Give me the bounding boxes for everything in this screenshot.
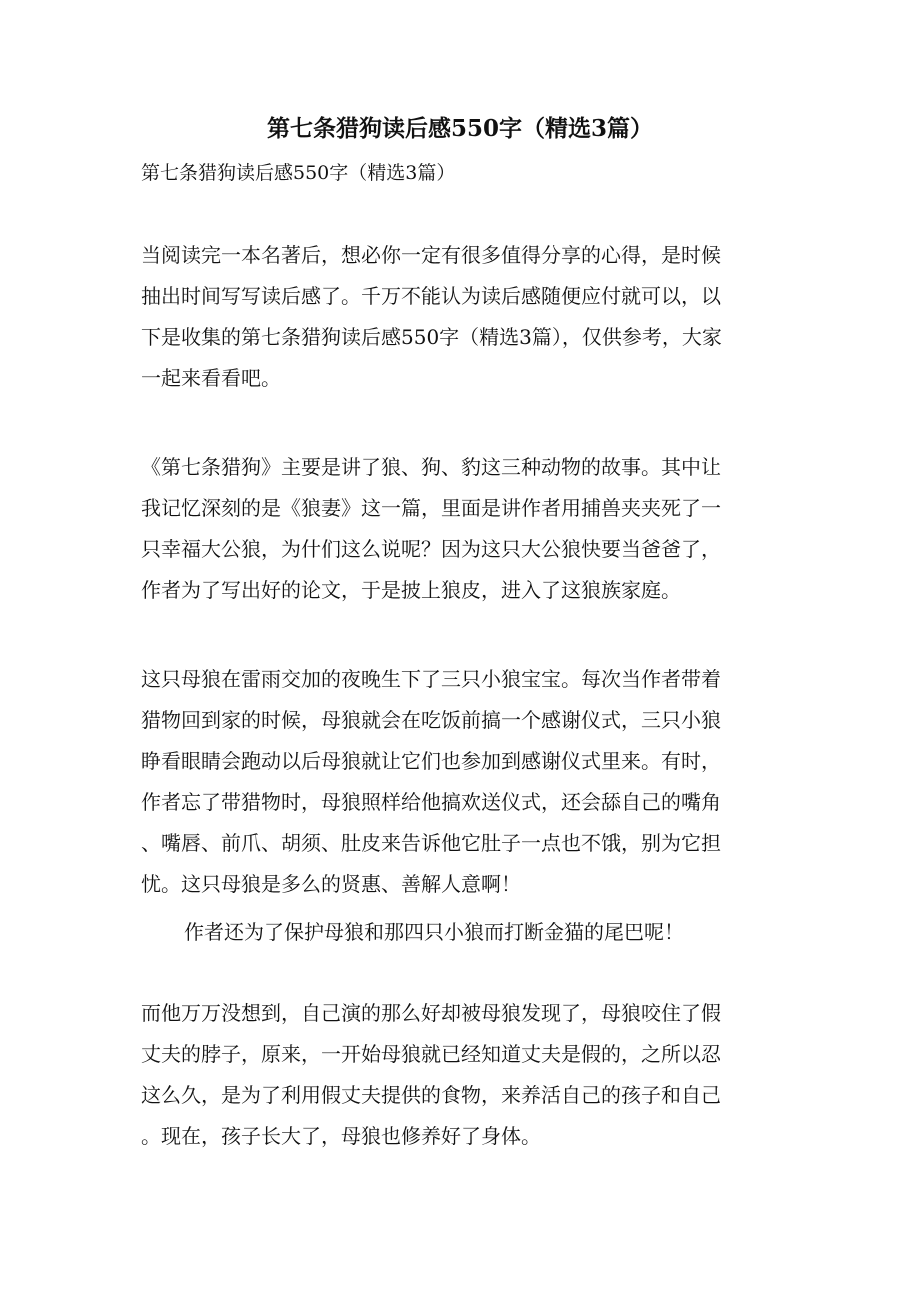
paragraph-line: 下是收集的第七条猎狗读后感550字（精选3篇），仅供参考，大家 (141, 325, 722, 349)
paragraph-line: 忧。这只母狼是多么的贤惠、善解人意啊！ (141, 872, 521, 896)
paragraph-indented: 作者还为了保护母狼和那四只小狼而打断金猫的尾巴呢！ (184, 920, 684, 944)
paragraph-line: 只幸福大公狼，为什们这么说呢？因为这只大公狼快要当爸爸了， (141, 537, 721, 561)
paragraph-line: 这只母狼在雷雨交加的夜晚生下了三只小狼宝宝。每次当作者带着 (141, 667, 721, 691)
paragraph-line: 睁看眼睛会跑动以后母狼就让它们也参加到感谢仪式里来。有时， (141, 749, 721, 773)
document-subtitle: 第七条猎狗读后感550字（精选3篇） (141, 162, 456, 184)
paragraph-line: 当阅读完一本名著后，想必你一定有很多值得分享的心得，是时候 (141, 243, 721, 267)
paragraph-line: 我记忆深刻的是《狼妻》这一篇，里面是讲作者用捕兽夹夹死了一 (141, 496, 721, 520)
paragraph-line: 而他万万没想到，自己演的那么好却被母狼发现了，母狼咬住了假 (141, 1001, 721, 1025)
paragraph-line: 《第七条猎狗》主要是讲了狼、狗、豹这三种动物的故事。其中让 (141, 455, 721, 479)
paragraph-line: 猎物回到家的时候，母狼就会在吃饭前搞一个感谢仪式，三只小狼 (141, 708, 721, 732)
paragraph-summary (141, 447, 781, 611)
paragraph-line: 。现在，孩子长大了，母狼也修养好了身体。 (141, 1124, 541, 1148)
document-title: 第七条猎狗读后感550字（精选3篇） (266, 115, 653, 142)
paragraph-line: 作者忘了带猎物时，母狼照样给他搞欢送仪式，还会舔自己的嘴角 (141, 790, 721, 814)
paragraph-line: 一起来看看吧。 (141, 366, 281, 390)
paragraph-line: 作者为了写出好的论文，于是披上狼皮，进入了这狼族家庭。 (141, 578, 681, 602)
paragraph-line: 丈夫的脖子，原来，一开始母狼就已经知道丈夫是假的，之所以忍 (141, 1042, 721, 1066)
paragraph-discovery (141, 993, 781, 1157)
paragraph-line: 、嘴唇、前爪、胡须、肚皮来告诉他它肚子一点也不饿，别为它担 (141, 831, 721, 855)
paragraph-line: 抽出时间写写读后感了。千万不能认为读后感随便应付就可以，以 (141, 284, 721, 308)
paragraph-mother-wolf (141, 659, 781, 905)
paragraph-line: 这么久，是为了利用假丈夫提供的食物，来养活自己的孩子和自己 (141, 1083, 721, 1107)
paragraph-intro (141, 235, 781, 399)
